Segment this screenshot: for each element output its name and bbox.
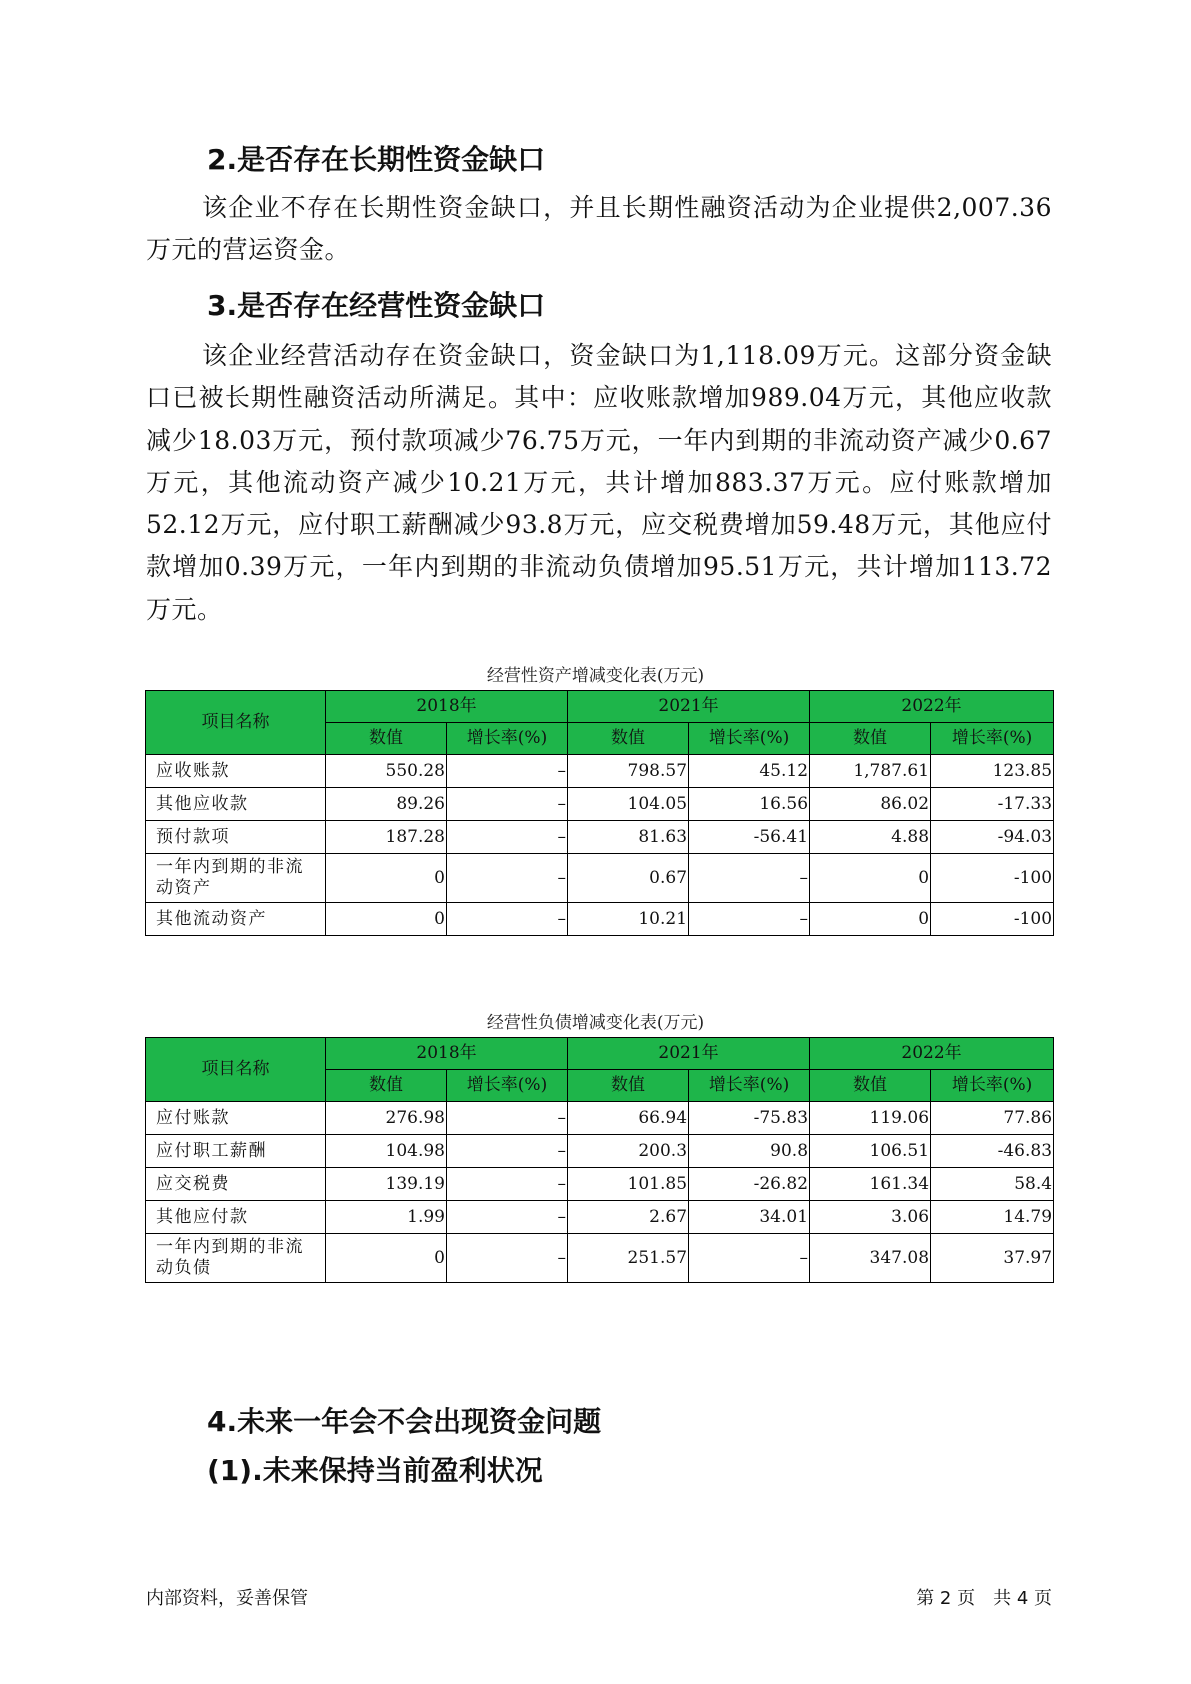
header-year: 2018年 xyxy=(326,1038,568,1070)
table-row xyxy=(146,1201,1054,1234)
subsection-heading-4-1: (1).未来保持当前盈利状况 xyxy=(207,1454,543,1487)
cell-value: 4.88 xyxy=(810,821,931,854)
cell-value: 347.08 xyxy=(810,1234,931,1283)
cell-growth: -100 xyxy=(931,903,1054,936)
cell-value: 1,787.61 xyxy=(810,755,931,788)
cell-growth: – xyxy=(689,1234,810,1283)
table-row xyxy=(146,788,1054,821)
header-value: 数值 xyxy=(326,1070,447,1102)
cell-value: 3.06 xyxy=(810,1201,931,1234)
cell-growth: – xyxy=(447,1234,568,1283)
header-value: 数值 xyxy=(810,1070,931,1102)
cell-growth: 37.97 xyxy=(931,1234,1054,1283)
cell-growth: – xyxy=(447,821,568,854)
cell-growth: 45.12 xyxy=(689,755,810,788)
cell-value: 187.28 xyxy=(326,821,447,854)
table-row xyxy=(146,1102,1054,1135)
cell-growth: 58.4 xyxy=(931,1168,1054,1201)
cell-value: 0 xyxy=(810,903,931,936)
table-row xyxy=(146,1234,1054,1283)
header-value: 数值 xyxy=(326,723,447,755)
row-label: 其他应收款 xyxy=(146,788,326,821)
cell-value: 86.02 xyxy=(810,788,931,821)
cell-growth: -26.82 xyxy=(689,1168,810,1201)
cell-value: 276.98 xyxy=(326,1102,447,1135)
footer-page-number: 第 2 页 共 4 页 xyxy=(916,1588,1052,1609)
row-label: 其他应付款 xyxy=(146,1201,326,1234)
header-growth: 增长率(%) xyxy=(689,723,810,755)
cell-value: 161.34 xyxy=(810,1168,931,1201)
header-year: 2022年 xyxy=(810,1038,1054,1070)
header-year: 2022年 xyxy=(810,691,1054,723)
section-heading-3: 3.是否存在经营性资金缺口 xyxy=(207,289,546,322)
cell-value: 10.21 xyxy=(568,903,689,936)
header-value: 数值 xyxy=(568,723,689,755)
cell-growth: – xyxy=(689,903,810,936)
cell-value: 101.85 xyxy=(568,1168,689,1201)
row-label: 预付款项 xyxy=(146,821,326,854)
header-year: 2021年 xyxy=(568,1038,810,1070)
section-heading-2: 2.是否存在长期性资金缺口 xyxy=(207,143,546,176)
table-header-row xyxy=(146,1038,1054,1070)
cell-value: 798.57 xyxy=(568,755,689,788)
cell-growth: -100 xyxy=(931,854,1054,903)
cell-growth: -56.41 xyxy=(689,821,810,854)
liabilities-change-table xyxy=(145,1037,1054,1283)
cell-growth: -75.83 xyxy=(689,1102,810,1135)
header-growth: 增长率(%) xyxy=(447,723,568,755)
cell-growth: – xyxy=(447,1102,568,1135)
cell-growth: – xyxy=(447,788,568,821)
row-label: 应付账款 xyxy=(146,1102,326,1135)
assets-change-table xyxy=(145,690,1054,936)
cell-growth: – xyxy=(447,755,568,788)
header-year: 2018年 xyxy=(326,691,568,723)
table-row xyxy=(146,755,1054,788)
row-label: 一年内到期的非流动负债 xyxy=(146,1234,326,1283)
table-row xyxy=(146,821,1054,854)
header-growth: 增长率(%) xyxy=(931,723,1054,755)
cell-value: 66.94 xyxy=(568,1102,689,1135)
cell-growth: 77.86 xyxy=(931,1102,1054,1135)
cell-growth: – xyxy=(689,854,810,903)
cell-growth: 16.56 xyxy=(689,788,810,821)
cell-growth: 123.85 xyxy=(931,755,1054,788)
table-caption-liabilities: 经营性负债增减变化表(万元) xyxy=(486,1013,705,1033)
cell-value: 104.98 xyxy=(326,1135,447,1168)
cell-value: 89.26 xyxy=(326,788,447,821)
table-row xyxy=(146,1135,1054,1168)
header-item-name: 项目名称 xyxy=(146,1038,326,1102)
cell-growth: -46.83 xyxy=(931,1135,1054,1168)
cell-value: 0.67 xyxy=(568,854,689,903)
header-year: 2021年 xyxy=(568,691,810,723)
header-value: 数值 xyxy=(810,723,931,755)
table-row xyxy=(146,854,1054,903)
cell-value: 104.05 xyxy=(568,788,689,821)
cell-value: 1.99 xyxy=(326,1201,447,1234)
cell-value: 550.28 xyxy=(326,755,447,788)
cell-growth: 34.01 xyxy=(689,1201,810,1234)
cell-value: 119.06 xyxy=(810,1102,931,1135)
cell-value: 81.63 xyxy=(568,821,689,854)
cell-growth: – xyxy=(447,903,568,936)
cell-value: 0 xyxy=(326,854,447,903)
cell-growth: 14.79 xyxy=(931,1201,1054,1234)
cell-value: 0 xyxy=(326,903,447,936)
section-heading-4: 4.未来一年会不会出现资金问题 xyxy=(207,1405,602,1438)
cell-growth: -17.33 xyxy=(931,788,1054,821)
table-header-row xyxy=(146,691,1054,723)
table-row xyxy=(146,903,1054,936)
row-label: 一年内到期的非流动资产 xyxy=(146,854,326,903)
table-row xyxy=(146,1168,1054,1201)
cell-growth: – xyxy=(447,1201,568,1234)
cell-growth: – xyxy=(447,1135,568,1168)
cell-value: 251.57 xyxy=(568,1234,689,1283)
row-label: 应付职工薪酬 xyxy=(146,1135,326,1168)
cell-growth: 90.8 xyxy=(689,1135,810,1168)
cell-growth: – xyxy=(447,1168,568,1201)
cell-growth: -94.03 xyxy=(931,821,1054,854)
row-label: 应收账款 xyxy=(146,755,326,788)
cell-growth: – xyxy=(447,854,568,903)
cell-value: 0 xyxy=(810,854,931,903)
paragraph-long-term-gap: 该企业不存在长期性资金缺口，并且长期性融资活动为企业提供2,007.36万元的营运资金。 xyxy=(146,193,1052,265)
cell-value: 0 xyxy=(326,1234,447,1283)
header-growth: 增长率(%) xyxy=(447,1070,568,1102)
paragraph-operating-gap: 该企业经营活动存在资金缺口，资金缺口为1,118.09万元。这部分资金缺口已被长期性融资活动所满足。其中：应收账款增加989.04万元，其他应收款减少18.03万元，预付款项减少76.75万元，一年内到期的非流动资产减少0.67万元，其他流动资产减少10.21万元，共计增加883.37万元。应付账款增加52.12万元，应付职工薪酬减少93.8万元，应交税费增加59.48万元，其他应付款增加0.39万元，一年内到期的非流动负债增加95.51万元，共计增加113.72万元。 xyxy=(146,341,1052,624)
header-item-name: 项目名称 xyxy=(146,691,326,755)
header-growth: 增长率(%) xyxy=(689,1070,810,1102)
row-label: 应交税费 xyxy=(146,1168,326,1201)
cell-value: 106.51 xyxy=(810,1135,931,1168)
cell-value: 200.3 xyxy=(568,1135,689,1168)
cell-value: 139.19 xyxy=(326,1168,447,1201)
table-caption-assets: 经营性资产增减变化表(万元) xyxy=(486,666,705,686)
cell-value: 2.67 xyxy=(568,1201,689,1234)
footer-confidential-note: 内部资料，妥善保管 xyxy=(146,1588,308,1609)
header-value: 数值 xyxy=(568,1070,689,1102)
header-growth: 增长率(%) xyxy=(931,1070,1054,1102)
row-label: 其他流动资产 xyxy=(146,903,326,936)
